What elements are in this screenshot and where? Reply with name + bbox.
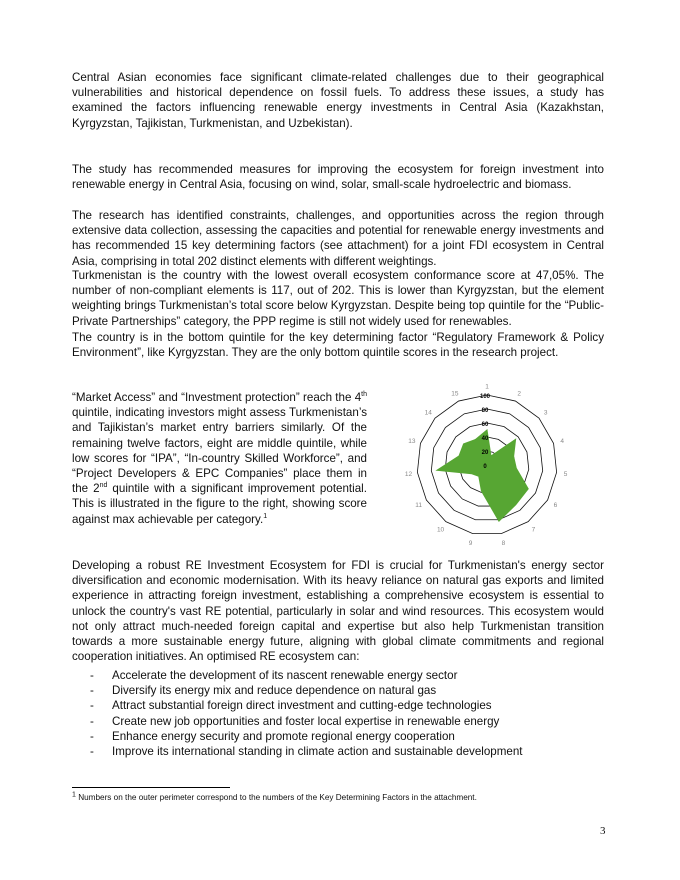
bullet-item: - Attract substantial foreign direct investment and cutting-edge technologies [72,698,523,713]
category-label: 10 [436,526,445,534]
bullet-item: - Create new job opportunities and foster local expertise in renewable energy [72,714,523,729]
category-label: 2 [517,390,521,398]
text: quintile, indicating investors might assess Turkmenistan’s and Tajikistan’s market entry barriers similarly. Of the remaining twelve factors, eight are middle quintile, while low scores for “IPA”, “In-country Skilled Workforce”, and “Project Developers & EPC Companies” place them in the 2 [72,406,367,496]
bullet-item: - Diversify its energy mix and reduce dependence on natural gas [72,683,523,698]
footnote [72,793,477,802]
category-label: 15 [451,390,459,398]
radar-chart [405,378,580,548]
footnote-ref: 1 [263,512,268,520]
category-label: 4 [560,438,564,446]
bullet-item: - Accelerate the development of its nascent renewable energy sector [72,668,523,683]
intro-paragraph: Central Asian economies face significant climate-related challenges due to their geographical vulnerabilities and historical dependence on fossil fuels. To address these issues, a study has examined the factors influencing renewable energy investments in Central Asia (Kazakhstan, Kyrgyzstan, Tajikistan, Turkmenistan, and Uzbekistan). [72,71,604,130]
category-label: 7 [531,526,536,534]
series-area [437,430,528,521]
footnote-text: Numbers on the outer perimeter correspond to the numbers of the Key Determining Factors in the attachment. [78,793,477,802]
tick-label: 20 [481,450,489,456]
category-label: 12 [405,470,413,478]
research-paragraph: The research has identified constraints, challenges, and opportunities across the region through extensive data collection, assessing the capacities and potential for renewable energy investments and has recommended 15 key determining factors (see attachment) for a joint FDI ecosystem in Central Asia, comprising in total 202 distinct elements with different weightings. [72,209,604,268]
tick-label: 100 [479,394,491,400]
tick-label: 80 [481,408,489,414]
superscript: nd [99,482,108,490]
bullet-list [72,668,523,759]
tick-label: 60 [481,422,489,428]
footnote-separator [72,787,230,788]
category-label: 14 [424,409,432,417]
category-label: 11 [415,502,422,509]
tick-label: 40 [481,436,489,442]
category-label: 8 [501,539,506,547]
category-label: 6 [553,502,558,509]
category-label: 3 [543,409,548,417]
category-label: 13 [408,438,416,446]
category-label: 5 [563,470,568,478]
category-label: 9 [468,539,473,547]
tick-label: 0 [483,464,487,470]
footnote-number: 1 [72,791,76,799]
bullet-item: - Enhance energy security and promote regional energy cooperation [72,729,523,744]
bullet-item: - Improve its international standing in climate action and sustainable development [72,744,523,759]
text: “Market Access” and “Investment protection” reach the 4 [72,391,362,404]
superscript: th [361,391,367,399]
text: quintile with a significant improvement potential. This is illustrated in the figure to the right, showing score against max achievable per category. [72,482,367,526]
turkmenistan-paragraph: Turkmenistan is the country with the lowest overall ecosystem conformance score at 47,05%. The number of non-compliant elements is 117, out of 202. This is lower than Kyrgyzstan, but the element weighting brings Turkmenistan’s total score below Kyrgyzstan. Despite being top quintile for the “Public-Private Partnerships” category, the PPP regime is still not widely used for renewables. [72,269,604,328]
developing-paragraph: Developing a robust RE Investment Ecosystem for FDI is crucial for Turkmenistan's energy sector diversification and economic modernisation. With its heavy reliance on natural gas exports and limited experience in attracting foreign investment, establishing a comprehensive ecosystem is essential to unlock the country's vast RE potential, particularly in solar and wind resources. This ecosystem would not only attract much-needed foreign capital and expertise but also help Turkmenistan transition towards a more sustainable energy future, aligning with global climate commitments and regional cooperation initiatives. An optimised RE ecosystem can: [72,559,604,664]
quintile-paragraph: The country is in the bottom quintile for the key determining factor “Regulatory Framework & Policy Environment”, like Kyrgyzstan. They are the only bottom quintile scores in the research project. [72,331,604,360]
study-paragraph: The study has recommended measures for improving the ecosystem for foreign investment into renewable energy in Central Asia, focusing on wind, solar, small-scale hydroelectric and biomass. [72,163,604,192]
market-access-paragraph [72,390,367,527]
page-number: 3 [600,825,606,837]
category-label: 1 [485,383,489,391]
